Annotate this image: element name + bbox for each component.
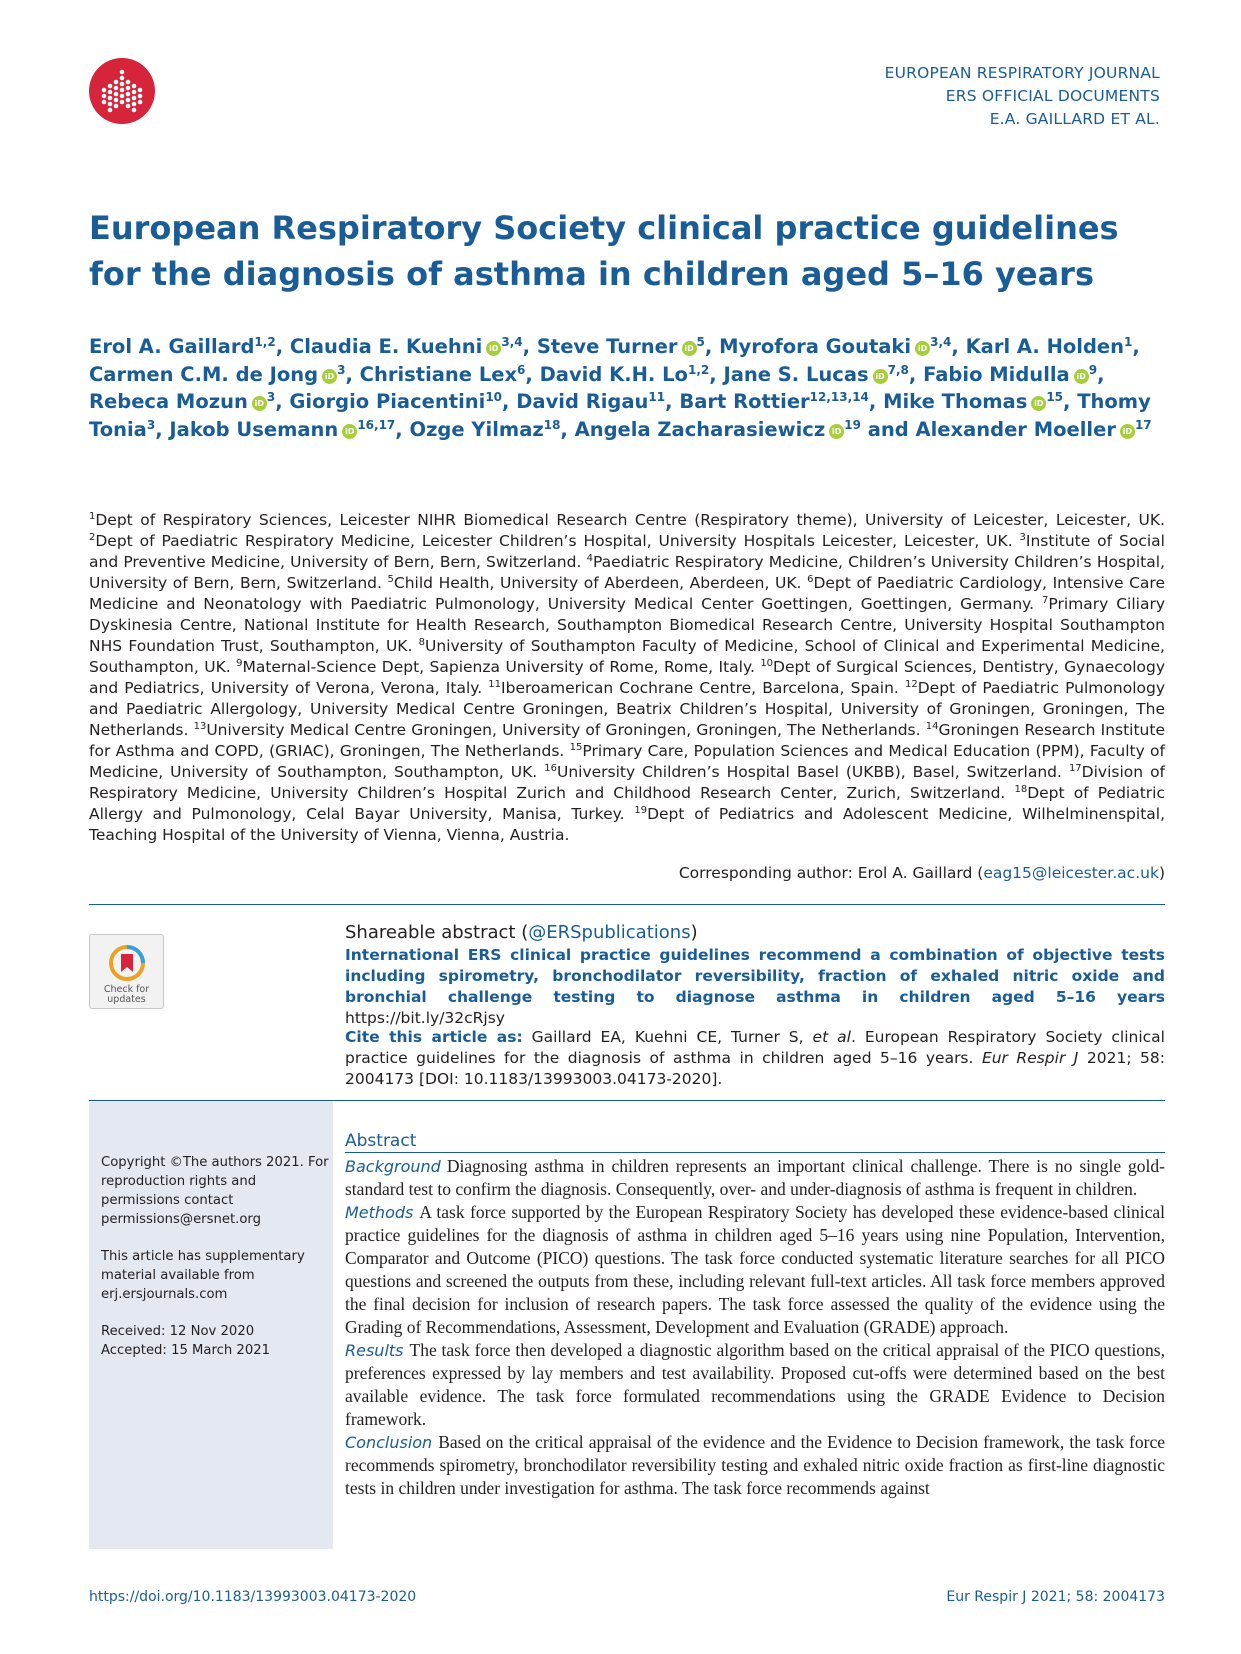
affiliation-text: Institute of Social and Preventive Medicine, University of Bern, Bern, Switzerland. [89, 532, 1165, 571]
twitter-handle-link[interactable]: @ERSpublications [528, 922, 691, 943]
affiliation-text: Dept of Paediatric Respiratory Medicine, Leicester Children’s Hospital, University Hospitals Leicester, Leicester, UK. [95, 532, 1020, 550]
affiliation-text: Primary Ciliary Dyskinesia Centre, National Institute for Health Research, Southampton Biomedical Research Centre, University Hospital Southampton NHS Foundation Trust, Southampton, UK. [89, 595, 1166, 655]
author-name: Fabio Midulla [923, 362, 1070, 386]
cite-label: Cite this article as: [345, 1028, 523, 1046]
author-affiliation-number: 16,17 [357, 417, 396, 432]
shareable-heading [345, 921, 1165, 945]
author-name: Mike Thomas [883, 390, 1028, 413]
affiliation-number: 12 [905, 679, 918, 690]
author-name: Alexander Moeller [915, 417, 1116, 441]
affiliation-number: 19 [634, 805, 648, 816]
section-text: A task force supported by the European Respiratory Society has developed these evidence-based clinical practice guidelines for the diagnosis of asthma in children aged 5–16 years using nine Population, Intervention, Comparator and Outcome (PICO) questions. The task force conducted systematic literature searches for all PICO questions and screened the outputs from these, including relevant full-text articles. All task force members approved the final decision for inclusion of research papers. The task force assessed the quality of the evidence using the Grading of Recommendations, Assessment, Development and Evaluation (GRADE) approach. [345, 1202, 1165, 1337]
affiliation-number: 11 [488, 679, 502, 690]
author-separator: , [908, 362, 924, 386]
section-label: Background [345, 1157, 441, 1176]
section-text: Diagnosing asthma in children represents an important clinical challenge. There is no single gold-standard test to confirm the diagnosis. Consequently, over- and under-diagnosis of asthma is frequent in children. [345, 1156, 1165, 1199]
author-affiliation-number: 1,2 [687, 362, 710, 377]
short-link[interactable]: https://bit.ly/32cRjsy [345, 1009, 505, 1027]
corresponding-label: Corresponding author: Erol A. Gaillard ( [678, 864, 984, 882]
cite-journal: Eur Respir J [981, 1049, 1079, 1067]
author-separator: , [275, 390, 290, 413]
orcid-icon[interactable]: iD [1074, 369, 1089, 384]
article-title: European Respiratory Society clinical practice guidelines for the diagnosis of asthma in children aged 5–16 years [89, 209, 1119, 293]
author-affiliation-number: 3 [146, 417, 156, 432]
author-separator: and [860, 417, 916, 441]
journal-header [885, 62, 1160, 131]
shareable-text [345, 945, 1165, 1029]
author-affiliation-number: 1,2 [254, 335, 276, 349]
section-text: The task force then developed a diagnostic algorithm based on the critical appraisal of the PICO questions, preferences expressed by lay members and test availability. Proposed cut-offs were determined based on the best available evidence. The task force formulated recommendations using the GRADE Evidence to Decision framework. [345, 1340, 1165, 1429]
orcid-icon[interactable]: iD [322, 369, 337, 384]
author-separator: , [1132, 335, 1140, 358]
affiliation-number: 10 [760, 658, 774, 669]
corresponding-email-link[interactable]: eag15@leicester.ac.uk [983, 864, 1159, 882]
affiliation-text: University Medical Centre Groningen, University of Groningen, Groningen, The Netherlands. [206, 721, 926, 739]
corresponding-suffix: ) [1158, 864, 1165, 882]
affiliation-text: Division of Respiratory Medicine, University Children’s Hospital Zurich and Childhood Research Center, Zurich, Switzerland. [89, 763, 1166, 802]
orcid-icon[interactable]: iD [1031, 396, 1046, 411]
running-author: E.A. GAILLARD ET AL. [989, 110, 1160, 128]
author-name: Ozge Yilmaz [409, 417, 544, 441]
affiliation-text: University of Southampton Faculty of Medicine, School of Clinical and Experimental Medicine, Southampton, UK. [89, 637, 1165, 676]
doi-link[interactable]: https://doi.org/10.1183/13993003.04173-2020 [89, 1589, 417, 1605]
cite-details: 2021; 58: 2004173 [DOI: 10.1183/13993003.04173-2020]. [345, 1049, 1165, 1088]
author-affiliation-number: 1 [1124, 335, 1133, 349]
sidebar-info [101, 1153, 329, 1360]
journal-reference: Eur Respir J 2021; 58: 2004173 [946, 1589, 1165, 1605]
affiliation-text: Paediatric Respiratory Medicine, Children’s University Children’s Hospital, University of Bern, Bern, Switzerland. [89, 553, 1165, 592]
affiliation-text: Iberoamerican Cochrane Centre, Barcelona, Spain. [501, 679, 905, 697]
author-affiliation-number: 10 [485, 390, 503, 404]
affiliation-text: Dept of Surgical Sciences, Dentistry, Gynaecology and Pediatrics, University of Verona, Verona, Italy. [89, 658, 1166, 697]
affiliation-number: 8 [418, 637, 426, 648]
affiliation-text: Dept of Pediatric Allergy and Pulmonology, Celal Bayar University, Manisa, Turkey. [89, 784, 1165, 823]
cite-authors: Gaillard EA, Kuehni CE, Turner S, [522, 1028, 813, 1046]
author-name: Steve Turner [536, 335, 678, 358]
author-name: Jakob Usemann [169, 417, 339, 441]
supplementary-note: This article has supplementary material available from erj.ersjournals.com [101, 1249, 305, 1302]
accepted-date: Accepted: 15 March 2021 [101, 1343, 270, 1358]
author-separator: , [868, 390, 884, 413]
section-label: Results [345, 1341, 404, 1360]
author-affiliation-number: 3 [266, 390, 276, 404]
orcid-icon[interactable]: iD [915, 341, 930, 356]
author-name: David Rigau [516, 390, 649, 413]
affiliation-number: 1 [89, 511, 96, 522]
author-affiliation-number: 18 [543, 417, 561, 432]
author-separator: , [502, 390, 517, 413]
author-affiliation-number: 15 [1046, 390, 1064, 404]
author-separator: , [345, 362, 360, 386]
affiliation-text: Dept of Respiratory Sciences, Leicester NIHR Biomedical Research Centre (Respiratory theme), University of Leicester, Leicester, UK. [95, 511, 1165, 529]
ers-logo [89, 58, 155, 124]
author-affiliation-number: 12,13,14 [809, 390, 869, 404]
author-separator: , [704, 335, 720, 358]
check-updates-label-2: updates [107, 994, 146, 1005]
affiliation-number: 14 [925, 721, 939, 732]
author-separator: , [709, 362, 724, 386]
author-name: Carmen C.M. de Jong [89, 362, 319, 386]
author-separator: , [275, 335, 290, 358]
affiliation-text: University Children’s Hospital Basel (UKBB), Basel, Switzerland. [556, 763, 1069, 781]
shareable-label-end: ) [690, 922, 698, 943]
author-affiliation-number: 7,8 [887, 362, 909, 377]
check-updates-label: Check for [103, 984, 150, 995]
divider [89, 904, 1165, 905]
affiliation-number: 7 [1042, 595, 1049, 606]
author-separator: , [665, 390, 680, 413]
author-affiliation-number: 3,4 [930, 335, 952, 349]
author-name: Angela Zacharasiewicz [574, 417, 826, 441]
author-name: Christiane Lex [359, 362, 518, 386]
author-affiliation-number: 3,4 [501, 335, 523, 349]
author-affiliation-number: 19 [844, 417, 861, 432]
affiliation-number: 9 [236, 658, 243, 669]
author-affiliation-number: 17 [1134, 417, 1152, 432]
affiliation-text: Groningen Research Institute for Asthma and COPD, (GRIAC), Groningen, The Netherlands. [89, 721, 1165, 760]
affiliation-text: Maternal-Science Dept, Sapienza University of Rome, Rome, Italy. [242, 658, 761, 676]
orcid-icon[interactable]: iD [682, 341, 697, 356]
affiliation-text: Primary Care, Population Sciences and Medical Education (PPM), Faculty of Medicine, University of Southampton, Southampton, UK. [89, 742, 1165, 781]
abstract-conclusion [345, 1431, 1165, 1500]
affiliation-text: Child Health, University of Aberdeen, Aberdeen, UK. [393, 574, 808, 592]
author-affiliation-number: 9 [1088, 362, 1098, 377]
author-separator: , [1063, 390, 1078, 413]
author-separator: , [155, 417, 170, 441]
author-name: David K.H. Lo [539, 362, 688, 386]
abstract-background [345, 1155, 1165, 1201]
shareable-label: Shareable abstract ( [345, 922, 529, 943]
section-label: Methods [345, 1203, 414, 1222]
orcid-icon[interactable]: iD [829, 424, 844, 439]
cite-etal: et al [812, 1028, 851, 1046]
affiliation-number: 17 [1068, 763, 1082, 774]
author-separator: , [525, 362, 540, 386]
author-separator: , [522, 335, 537, 358]
affiliation-number: 4 [586, 553, 593, 564]
document-type: ERS OFFICIAL DOCUMENTS [945, 87, 1160, 105]
shareable-abstract [345, 921, 1165, 1029]
affiliation-number: 6 [807, 574, 814, 585]
author-affiliation-number: 5 [696, 335, 705, 349]
affiliation-number: 18 [1014, 784, 1028, 795]
section-label: Conclusion [345, 1433, 433, 1452]
affiliations [89, 510, 1165, 846]
author-affiliation-number: 6 [517, 362, 526, 377]
affiliation-number: 5 [387, 574, 394, 585]
author-name: Myrofora Goutaki [719, 335, 912, 358]
cite-title: . European Respiratory Society clinical practice guidelines for the diagnosis of asthma in children aged 5–16 years. [345, 1028, 1165, 1067]
corresponding-author [679, 864, 1165, 882]
orcid-icon[interactable]: iD [342, 424, 357, 439]
abstract-results [345, 1339, 1165, 1431]
orcid-icon[interactable]: iD [1120, 424, 1135, 439]
affiliation-number: 2 [89, 532, 96, 543]
lungs-logo-icon [89, 58, 155, 124]
affiliation-number: 15 [569, 742, 583, 753]
author-name: Rebeca Mozun [89, 390, 248, 413]
author-name: Thomy Tonia [89, 390, 1151, 441]
affiliation-text: Dept of Paediatric Cardiology, Intensive Care Medicine and Neonatology with Paediatric Pulmonology, University Medical Center Goettingen, Goettingen, Germany. [89, 574, 1165, 613]
author-separator: , [1097, 362, 1105, 386]
author-separator: , [560, 417, 575, 441]
section-text: Based on the critical appraisal of the evidence and the Evidence to Decision framework, the task force recommends spirometry, bronchodilator reversibility testing and exhaled nitric oxide fraction as first-line diagnostic tests in children under investigation for asthma. The task force recommends against [345, 1432, 1165, 1498]
author-name: Karl A. Holden [965, 335, 1125, 358]
author-affiliation-number: 3 [337, 362, 346, 377]
author-name: Erol A. Gaillard [89, 335, 255, 358]
author-name: Jane S. Lucas [723, 362, 869, 386]
citation [345, 1027, 1165, 1090]
author-list [89, 333, 1169, 443]
abstract-heading: Abstract [345, 1130, 1165, 1153]
affiliation-number: 16 [544, 763, 557, 774]
orcid-icon[interactable]: iD [252, 396, 267, 411]
author-name: Bart Rottier [679, 390, 810, 413]
copyright-note: Copyright ©The authors 2021. For reproduction rights and permissions contact permissions@ersnet.org [101, 1155, 329, 1227]
affiliation-text: Dept of Paediatric Pulmonology and Paediatric Allergology, University Medical Centre Groningen, Beatrix Children’s Hospital, University of Groningen, Groningen, The Netherlands. [89, 679, 1165, 739]
journal-name: EUROPEAN RESPIRATORY JOURNAL [884, 64, 1160, 82]
affiliation-text: Dept of Pediatrics and Adolescent Medicine, Wilhelminenspital, Teaching Hospital of the University of Vienna, Vienna, Austria. [89, 805, 1165, 844]
check-for-updates-button[interactable] [89, 934, 164, 1009]
affiliation-number: 3 [1019, 532, 1026, 543]
author-affiliation-number: 11 [648, 390, 666, 404]
orcid-icon[interactable]: iD [873, 369, 888, 384]
author-separator: , [395, 417, 410, 441]
author-separator: , [951, 335, 966, 358]
abstract [345, 1130, 1165, 1500]
author-name: Giorgio Piacentini [289, 390, 486, 413]
author-name: Claudia E. Kuehni [289, 335, 483, 358]
received-date: Received: 12 Nov 2020 [101, 1324, 255, 1339]
abstract-methods [345, 1201, 1165, 1339]
check-updates-icon [107, 943, 147, 983]
affiliation-number: 13 [193, 721, 207, 732]
orcid-icon[interactable]: iD [486, 341, 501, 356]
shareable-summary: International ERS clinical practice guidelines recommend a combination of objective tests including spirometry, bronchodilator reversibility, fraction of exhaled nitric oxide and bronchial challenge testing to diagnose asthma in children aged 5–16 years [345, 946, 1165, 1006]
